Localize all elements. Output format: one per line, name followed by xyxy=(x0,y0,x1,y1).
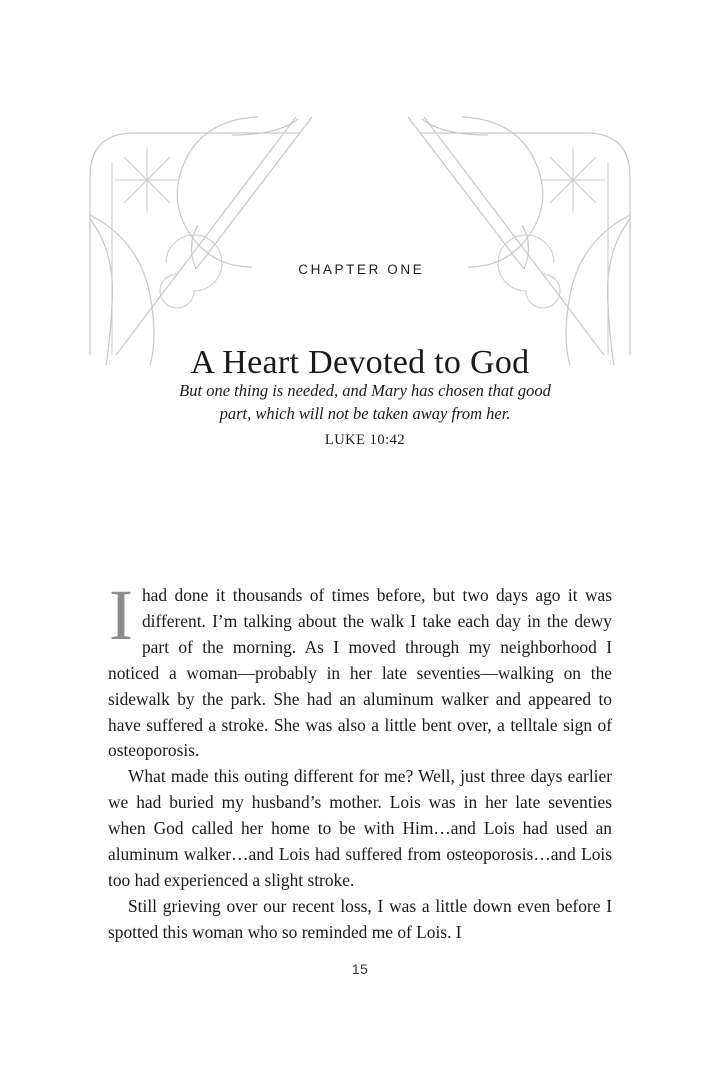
curved-sweep-right-outer xyxy=(566,215,630,365)
large-circle-arc-right xyxy=(462,117,543,267)
starburst-icon-right xyxy=(541,148,605,212)
diagonal-rule-right-2 xyxy=(408,117,524,269)
top-sweep-right xyxy=(422,119,488,135)
body-text xyxy=(108,575,612,946)
top-sweep-left xyxy=(232,119,298,135)
corner-flourish-left xyxy=(90,117,312,365)
diagonal-rule-right-1 xyxy=(424,117,604,355)
page-number: 15 xyxy=(351,961,369,977)
body-paragraph: Still grieving over our recent loss, I was a little down even before I spotted this woman who so reminded me of Lois. I xyxy=(108,895,612,942)
epigraph-reference: LUKE 10:42 xyxy=(324,431,406,448)
curved-sweep-right-inner xyxy=(607,219,630,365)
chapter-ornament xyxy=(0,55,720,365)
corner-flourish-right xyxy=(408,117,630,365)
large-circle-arc-left xyxy=(177,117,258,267)
epigraph xyxy=(170,379,560,449)
body-paragraph: Ihad done it thousands of times before, but two days ago it was different. I’m talking about the walk I take each day in the dewy part of the morning. As I moved through my neighborhood I noticed a woman—probably in her late seventies—walking on the sidewalk by the park. She had an aluminum walker and appeared to have suffered a stroke. She was also a little bent over, a telltale sign of osteoporosis. xyxy=(108,575,612,761)
diagonal-rule-left-1 xyxy=(116,117,296,355)
epigraph-text: But one thing is needed, and Mary has chosen that good part, which will not be taken away from her. xyxy=(179,381,551,424)
page-title: A Heart Devoted to God xyxy=(190,343,530,381)
rounded-corner-frame-left xyxy=(90,133,300,355)
chapter-label: CHAPTER ONE xyxy=(298,262,425,277)
body-paragraph: What made this outing different for me? Well, just three days earlier we had buried my husband’s mother. Lois was in her late seventies when God called her home to be with Him…and Lois had used an aluminum walker…and Lois had suffered from osteoporosis…and Lois too had experienced a slight stroke. xyxy=(108,766,612,890)
starburst-icon-left xyxy=(115,148,179,212)
curved-sweep-left-outer xyxy=(90,215,154,365)
rounded-corner-frame-right xyxy=(420,133,630,355)
curved-sweep-left-inner xyxy=(90,219,113,365)
diagonal-rule-left-2 xyxy=(196,117,312,269)
